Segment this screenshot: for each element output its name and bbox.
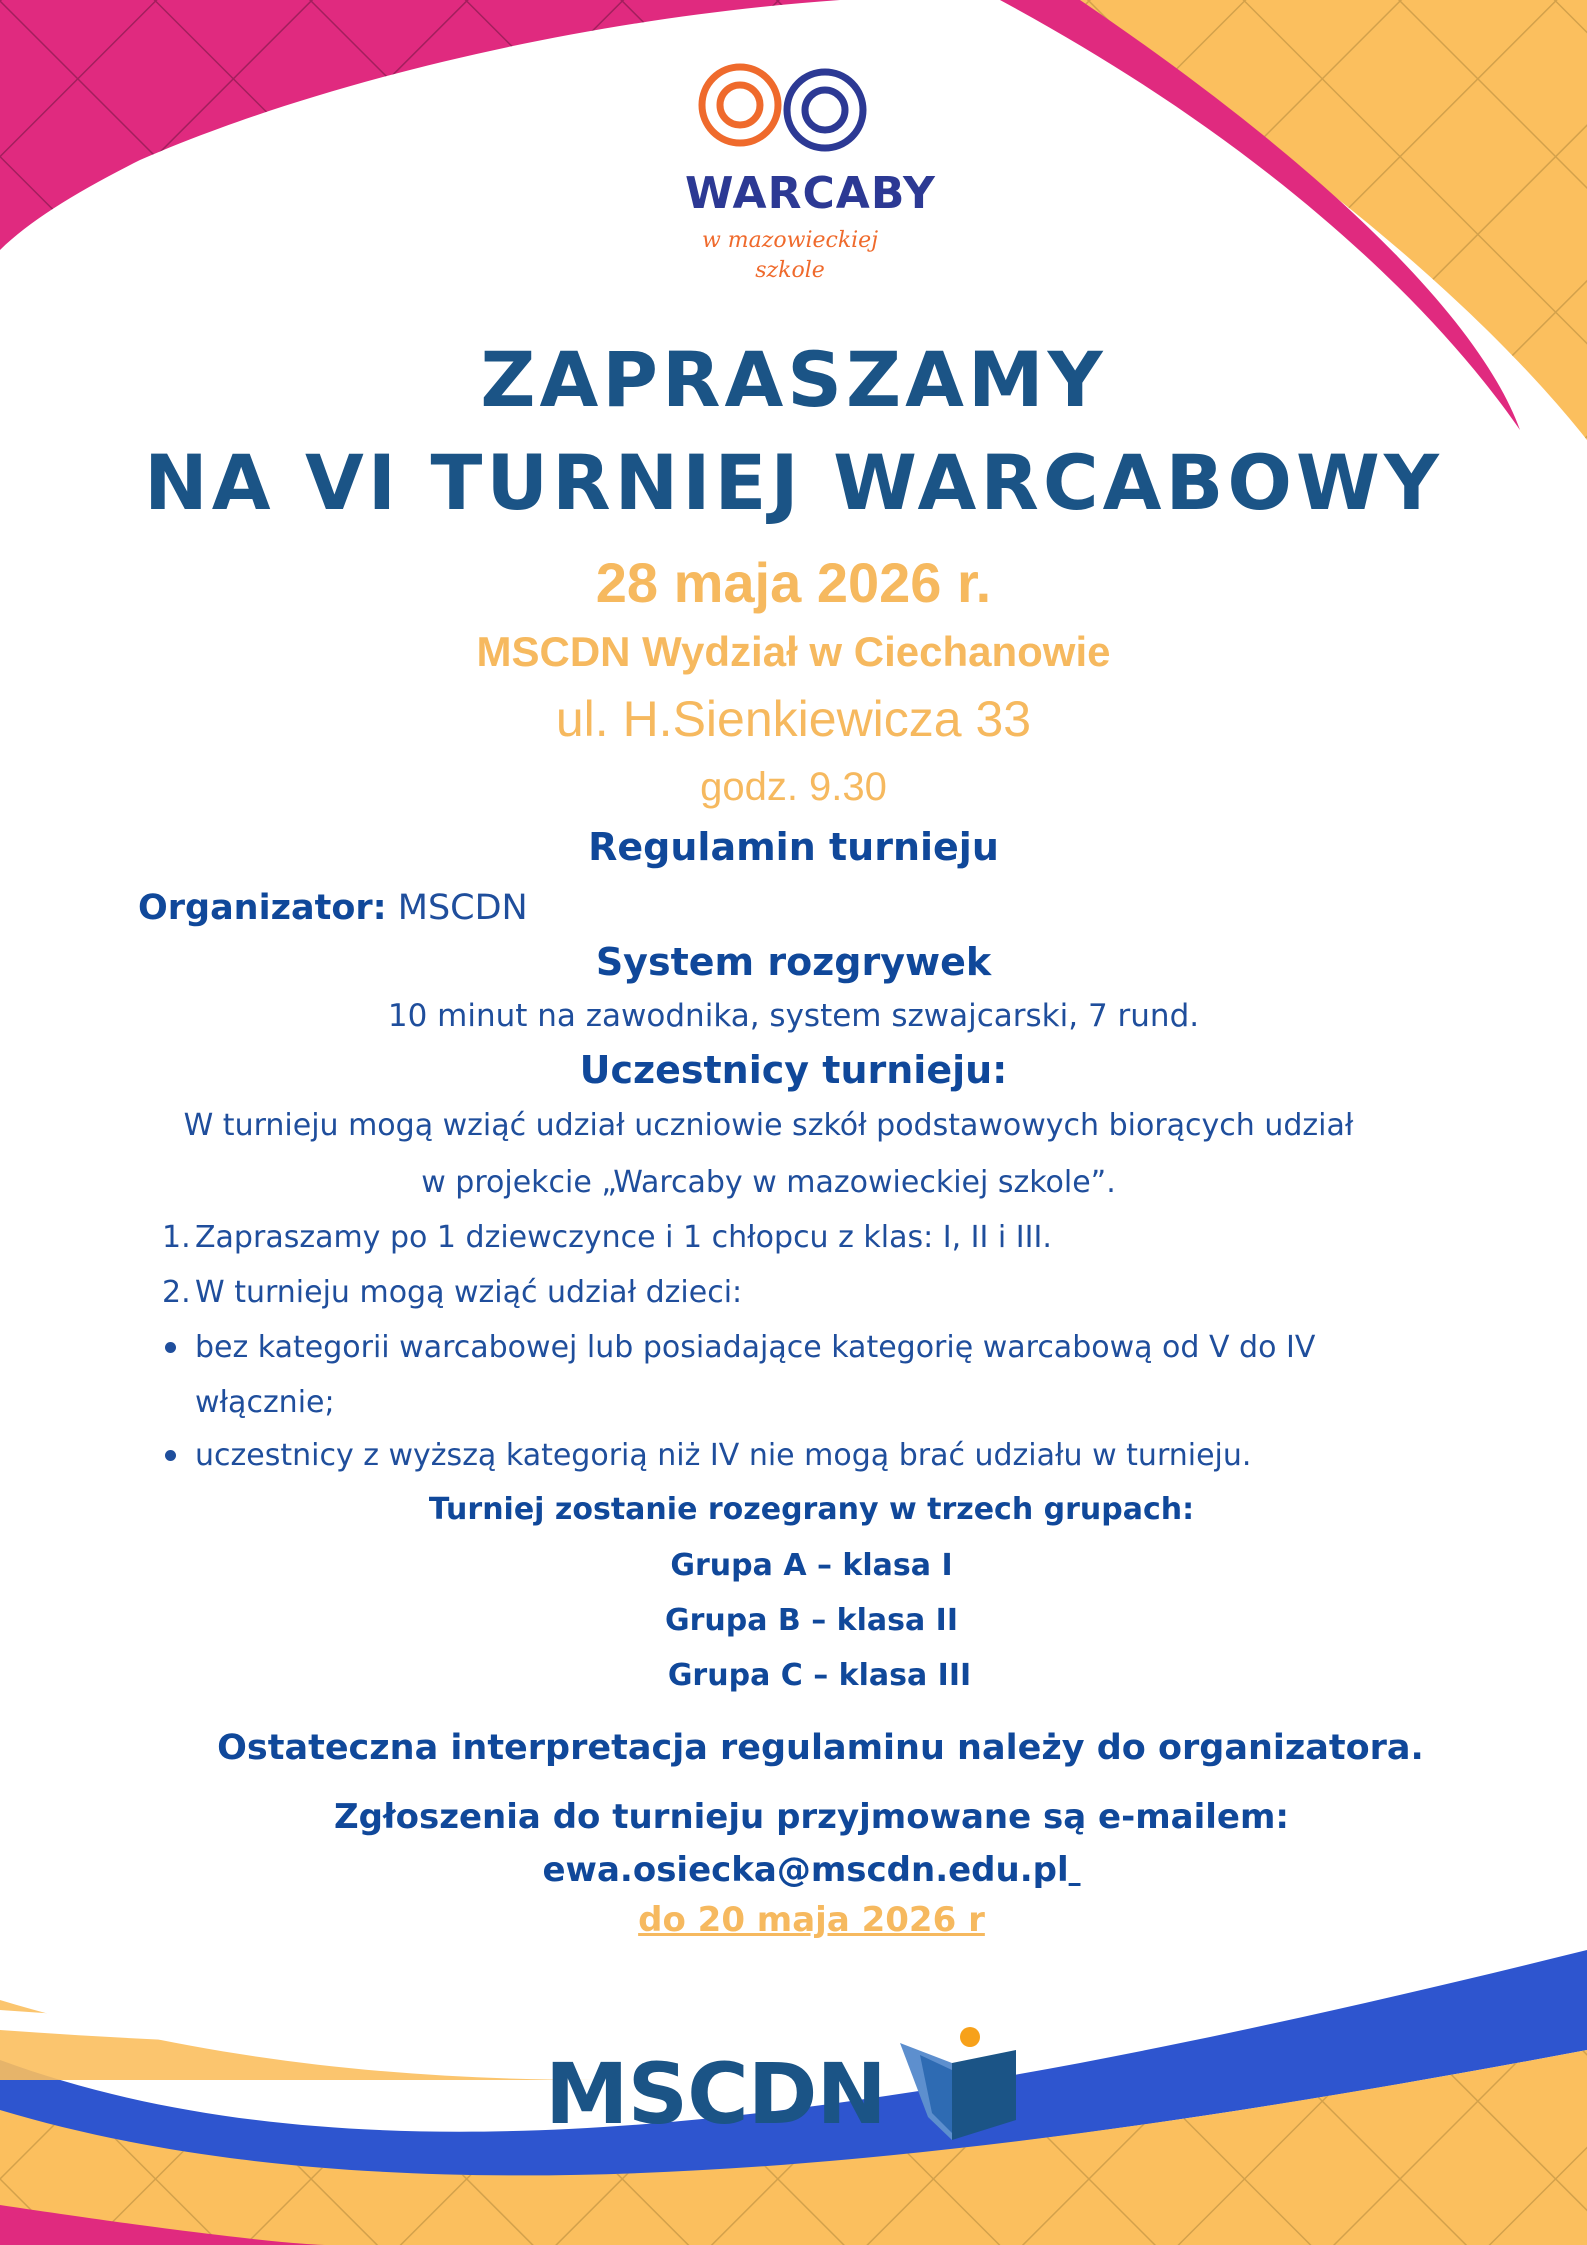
organizer-label: Organizator: <box>138 888 387 928</box>
rings-icon <box>685 60 895 160</box>
numbered-item-1: Zapraszamy po 1 dziewczynce i 1 chłopcu z klas: I, II i III. <box>195 1220 1052 1255</box>
open-book-icon <box>890 2025 1030 2145</box>
bullet-item-2-line1: uczestnicy z wyższą kategorią niż IV nie mogą brać udziału w turnieju. <box>195 1438 1252 1473</box>
numbered-item-2: W turnieju mogą wziąć udział dzieci: <box>195 1275 743 1310</box>
system-text: 10 minut na zawodnika, system szwajcarski, 7 rund. <box>387 998 1200 1034</box>
headline-line2: NA VI TURNIEJ WARCABOWY <box>144 438 1443 527</box>
bullet-dot <box>165 1342 176 1353</box>
group-c: Grupa C – klasa III <box>667 1658 972 1693</box>
logo-subtitle-line2: szkole <box>755 258 825 283</box>
event-time: godz. 9.30 <box>700 765 887 809</box>
numbered-item-1-number: 1. <box>162 1220 191 1255</box>
bullet-item-1-line2: włącznie; <box>195 1385 335 1420</box>
group-b: Grupa B – klasa II <box>664 1603 959 1638</box>
event-address: ul. H.Sienkiewicza 33 <box>555 691 1032 747</box>
headline-line1: ZAPRASZAMY <box>480 335 1107 424</box>
mscdn-brand-text: MSCDN <box>545 2045 886 2143</box>
participants-line2: w projekcie „Warcaby w mazowieckiej szkole”. <box>421 1165 1116 1200</box>
signup-email-wrapper <box>18 1850 1587 1890</box>
event-venue: MSCDN Wydział w Ciechanowie <box>476 628 1111 675</box>
bullet-item-1-line1: bez kategorii warcabowej lub posiadające kategorię warcabową od V do IV <box>195 1330 1316 1365</box>
logo-title: WARCABY <box>685 168 936 219</box>
participants-line1: W turnieju mogą wziąć udział uczniowie szkół podstawowych biorących udział <box>183 1108 1354 1143</box>
signup-email-link[interactable]: ewa.osiecka@mscdn.edu.pl <box>542 1850 1069 1890</box>
logo-subtitle-line1: w mazowieckiej <box>701 228 879 253</box>
organizer-line <box>138 888 528 928</box>
groups-heading: Turniej zostanie rozegrany w trzech grupach: <box>428 1492 1195 1527</box>
final-note: Ostateczna interpretacja regulaminu należy do organizatora. <box>217 1728 1424 1768</box>
email-underscore <box>1069 1850 1081 1890</box>
warcaby-logo <box>685 60 936 310</box>
organizer-value: MSCDN <box>386 888 528 928</box>
bullet-dot <box>165 1450 176 1461</box>
mscdn-logo <box>545 2025 1045 2145</box>
rules-heading: Regulamin turnieju <box>588 825 999 869</box>
participants-heading: Uczestnicy turnieju: <box>579 1048 1008 1092</box>
group-a: Grupa A – klasa I <box>670 1548 953 1583</box>
numbered-item-2-number: 2. <box>162 1275 191 1310</box>
signup-text: Zgłoszenia do turnieju przyjmowane są e-mailem: <box>334 1797 1289 1837</box>
event-date: 28 maja 2026 r. <box>595 551 992 614</box>
system-heading: System rozgrywek <box>595 940 992 984</box>
signup-deadline: do 20 maja 2026 r <box>638 1900 985 1940</box>
